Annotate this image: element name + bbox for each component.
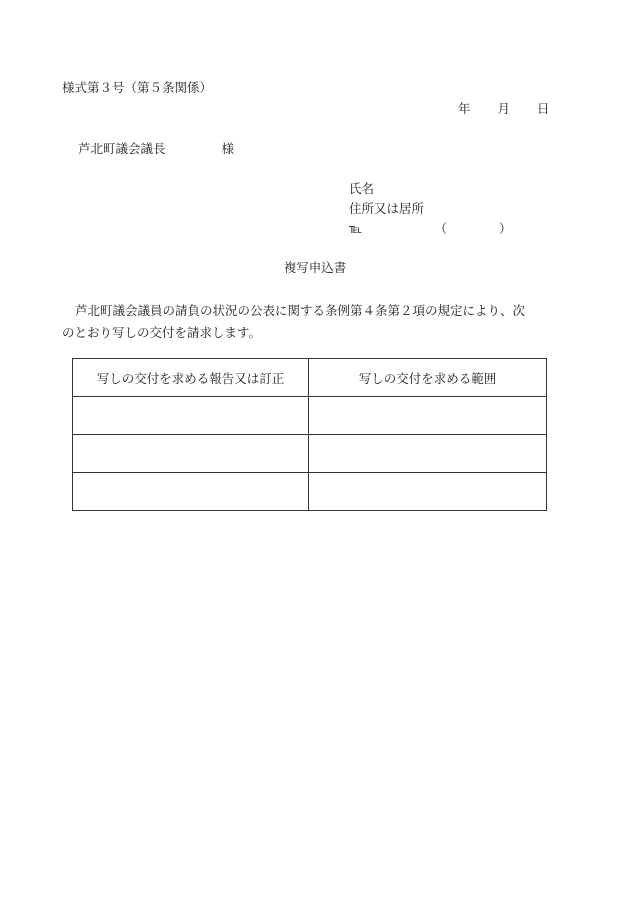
applicant-tel-row — [349, 223, 511, 243]
header-report-or-correction: 写しの交付を求める報告又は訂正 — [73, 359, 309, 397]
body-paragraph — [62, 300, 562, 344]
header-range: 写しの交付を求める範囲 — [309, 359, 547, 397]
date-day: 日 — [537, 101, 550, 116]
table-row — [73, 397, 547, 435]
table-cell[interactable] — [73, 473, 309, 511]
document-title: 複写申込書 — [283, 260, 347, 275]
addressee — [78, 143, 234, 156]
date-year: 年 — [458, 101, 471, 116]
table-cell[interactable] — [73, 397, 309, 435]
tel-paren-open: （ — [434, 221, 447, 236]
table-cell[interactable] — [309, 435, 547, 473]
request-table — [72, 358, 547, 511]
table-cell[interactable] — [309, 473, 547, 511]
date-line — [458, 103, 550, 116]
tel-label: ℡ — [349, 221, 363, 236]
applicant-address-label: 住所又は居所 — [349, 201, 425, 216]
applicant-block — [349, 183, 511, 243]
addressee-name: 芦北町議会議長 — [78, 141, 166, 156]
table-cell[interactable] — [73, 435, 309, 473]
table-cell[interactable] — [309, 397, 547, 435]
table-row — [73, 435, 547, 473]
date-month: 月 — [497, 101, 511, 116]
applicant-name-label: 氏名 — [349, 181, 375, 196]
addressee-honorific: 様 — [221, 141, 235, 156]
body-line-2: のとおり写しの交付を請求します。 — [62, 325, 262, 340]
body-line-1: 芦北町議会議員の請負の状況の公表に関する条例第４条第２項の規定により、次 — [75, 303, 526, 318]
table-header-row — [73, 359, 547, 397]
tel-paren-close: ） — [498, 221, 512, 236]
form-number: 様式第３号（第５条関係） — [62, 80, 213, 95]
table-row — [73, 473, 547, 511]
